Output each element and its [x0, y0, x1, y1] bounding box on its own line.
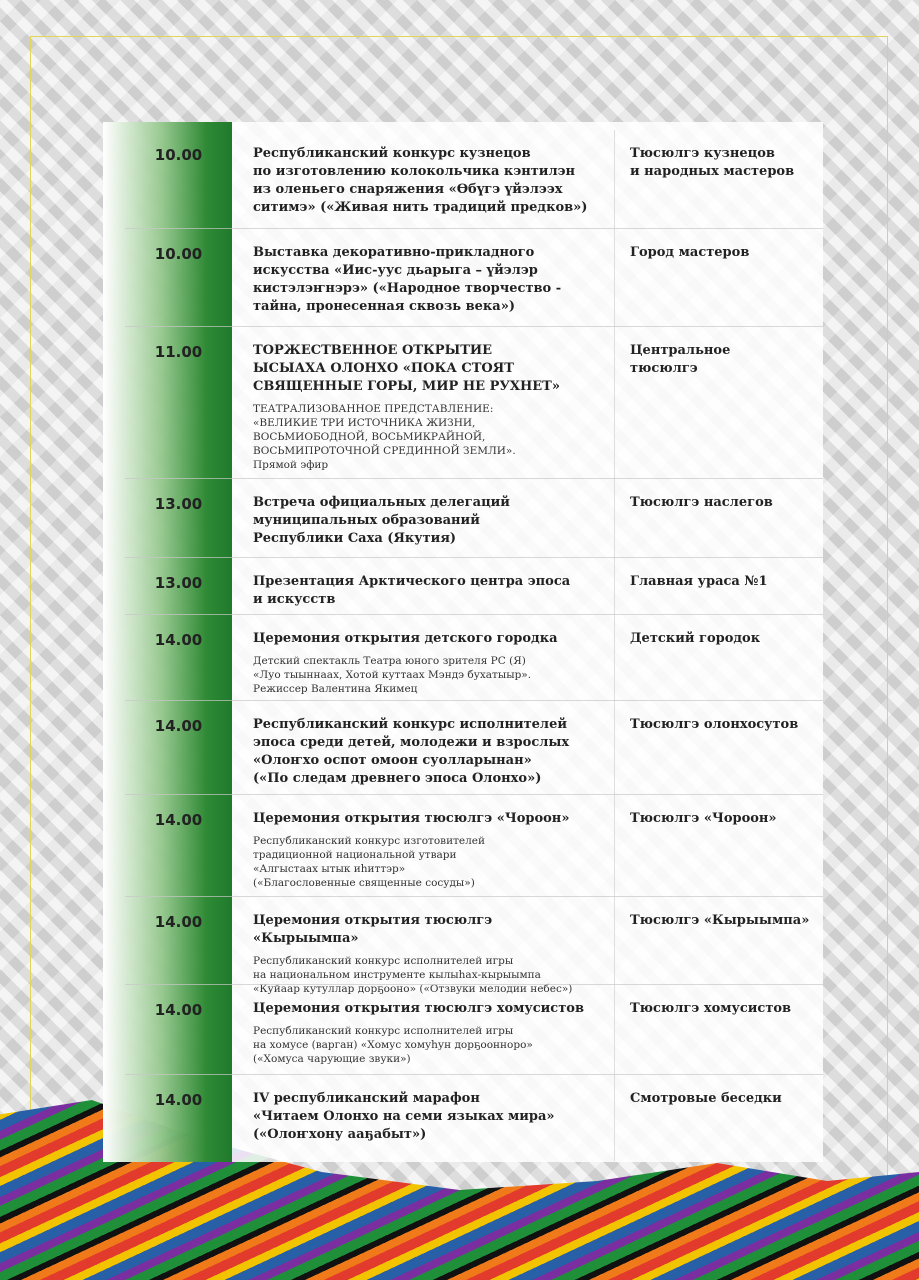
column-divider	[614, 229, 615, 327]
schedule-row	[125, 130, 823, 228]
column-divider	[614, 558, 615, 615]
event-title: Церемония открытия детского городка	[253, 631, 558, 646]
event-title: ТОРЖЕСТВЕННОЕ ОТКРЫТИЕ ЫСЫАХА ОЛОНХО «ПОКА СТОЯТ СВЯЩЕННЫЕ ГОРЫ, МИР НЕ РУХНЕТ»	[253, 343, 560, 394]
event-time: 13.00	[154, 574, 203, 592]
event-description: Республиканский конкурс изготовителей традиционной национальной утвари «Алгыстаах ытык иһиттэр» («Благословенные священные сосуды»)	[253, 835, 485, 889]
event-time: 14.00	[154, 1091, 203, 1109]
schedule-row	[125, 794, 823, 897]
event-venue: Тюсюлгэ хомусистов	[630, 1001, 792, 1016]
event-cell	[253, 558, 601, 609]
schedule-row	[125, 896, 823, 995]
event-title: Церемония открытия тюсюлгэ хомусистов	[253, 1001, 584, 1016]
event-cell	[253, 229, 601, 316]
event-time: 14.00	[154, 717, 203, 735]
event-time: 10.00	[154, 245, 203, 263]
column-divider	[614, 479, 615, 558]
schedule-row	[125, 700, 823, 795]
event-cell	[253, 615, 601, 696]
schedule-row	[125, 326, 823, 479]
event-venue: Смотровые беседки	[630, 1091, 782, 1106]
event-title: Презентация Арктического центра эпоса и искусств	[253, 574, 571, 607]
event-cell	[253, 897, 601, 996]
event-venue: Тюсюлгэ кузнецов и народных мастеров	[630, 146, 795, 179]
column-divider	[614, 985, 615, 1075]
event-description: ТЕАТРАЛИЗОВАННОЕ ПРЕДСТАВЛЕНИЕ: «ВЕЛИКИЕ ТРИ ИСТОЧНИКА ЖИЗНИ, ВОСЬМИОБОДНОЙ, ВОСЬМИКРАЙНОЙ, ВОСЬМИПРОТОЧНОЙ СРЕДИННОЙ ЗЕМЛИ». Прямой эфир	[253, 403, 516, 471]
event-cell	[253, 985, 601, 1066]
event-description: Республиканский конкурс исполнителей игры на хомусе (варган) «Хомус хомуһун дорҕоонноро» («Хомуса чарующие звуки»)	[253, 1025, 533, 1065]
event-venue: Город мастеров	[630, 245, 750, 260]
event-cell	[253, 701, 601, 788]
column-divider	[614, 615, 615, 701]
event-title: Церемония открытия тюсюлгэ «Чороон»	[253, 811, 570, 826]
schedule-row	[125, 228, 823, 327]
schedule-row	[125, 1074, 823, 1161]
event-time: 14.00	[154, 1001, 203, 1019]
event-cell	[253, 130, 601, 217]
event-venue: Тюсюлгэ «Кырыымпа»	[630, 913, 810, 928]
column-divider	[614, 701, 615, 795]
event-cell	[253, 479, 601, 548]
event-time: 11.00	[154, 343, 203, 361]
event-cell	[253, 795, 601, 890]
event-venue: Тюсюлгэ «Чороон»	[630, 811, 777, 826]
schedule-row	[125, 614, 823, 701]
column-divider	[614, 1075, 615, 1161]
event-time: 14.00	[154, 913, 203, 931]
schedule-row	[125, 557, 823, 615]
event-title: IV республиканский марафон «Читаем Олонхо на семи языках мира» («Олоҥхону ааҕабыт»)	[253, 1091, 555, 1142]
event-venue: Тюсюлгэ олонхосутов	[630, 717, 799, 732]
event-cell	[253, 1075, 601, 1144]
event-time: 14.00	[154, 631, 203, 649]
schedule-row	[125, 478, 823, 558]
event-title: Выставка декоративно-прикладного искусства «Иис-уус дьарыга – үйэлэр кистэлэҥнэрэ» («Народное творчество - тайна, пронесенная сквозь века»)	[253, 245, 562, 314]
column-divider	[614, 130, 615, 228]
event-title: Церемония открытия тюсюлгэ «Кырыымпа»	[253, 913, 493, 946]
event-time: 14.00	[154, 811, 203, 829]
event-venue: Тюсюлгэ наслегов	[630, 495, 773, 510]
column-divider	[614, 327, 615, 479]
event-description: Республиканский конкурс исполнителей игры на национальном инструменте кылыһах-кырыымпа «Куйаар кутуллар дорҕооно» («Отзвуки мелодии небес»)	[253, 955, 573, 995]
event-venue: Центральное тюсюлгэ	[630, 343, 731, 376]
column-divider	[614, 897, 615, 985]
event-title: Республиканский конкурс кузнецов по изготовлению колокольчика кэнтилэн из оленьего снаряжения «Өбүгэ үйэлээх ситимэ» («Живая нить традиций предков»)	[253, 146, 588, 215]
event-title: Встреча официальных делегаций муниципальных образований Республики Саха (Якутия)	[253, 495, 510, 546]
schedule-row	[125, 984, 823, 1075]
event-time: 10.00	[154, 146, 203, 164]
event-description: Детский спектакль Театра юного зрителя РС (Я) «Луо тыыннаах, Хотой куттаах Мэндэ бухатыыр». Режиссер Валентина Якимец	[253, 655, 532, 695]
event-venue: Детский городок	[630, 631, 761, 646]
event-cell	[253, 327, 601, 472]
event-title: Республиканский конкурс исполнителей эпоса среди детей, молодежи и взрослых «Олоҥхо оспот омоон суолларынан» («По следам древнего эпоса Олонхо»)	[253, 717, 570, 786]
column-divider	[614, 795, 615, 897]
event-time: 13.00	[154, 495, 203, 513]
event-venue: Главная ураса №1	[630, 574, 768, 589]
